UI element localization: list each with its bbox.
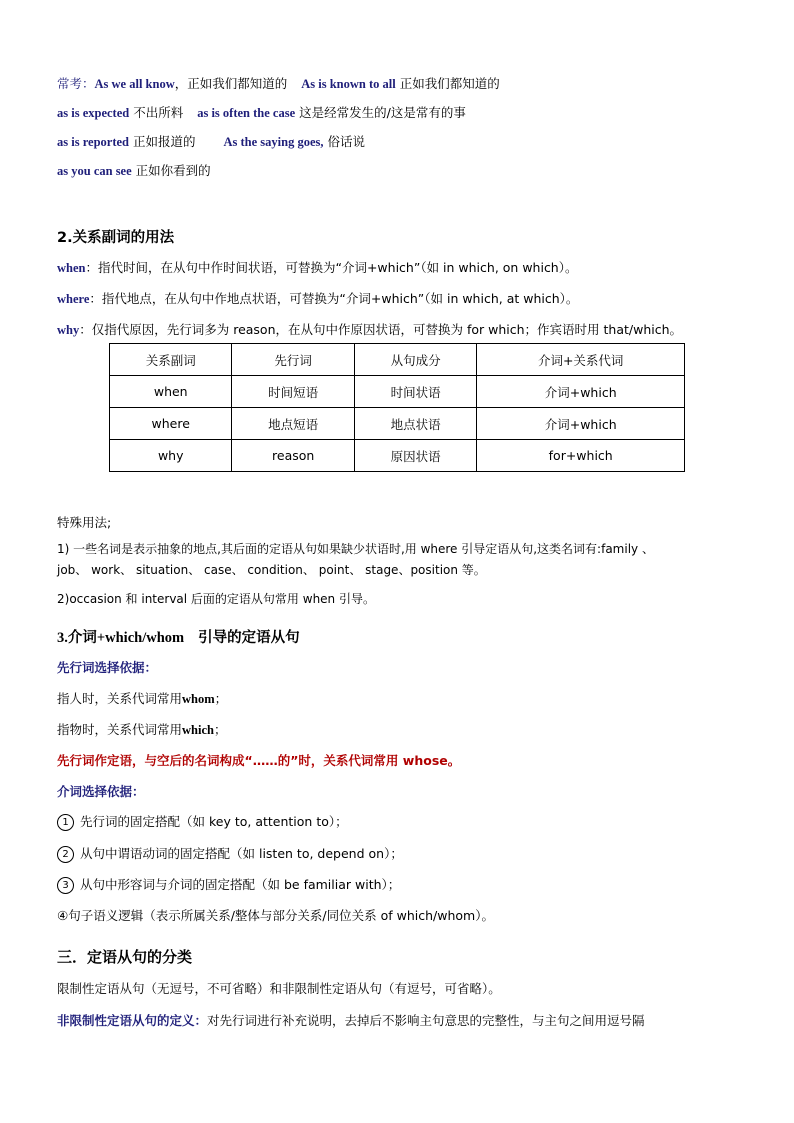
phrase-zh: 正如报道的 xyxy=(132,134,196,149)
antecedent-basis-heading: 先行词选择依据： xyxy=(57,660,158,675)
why-rule xyxy=(57,320,682,338)
person-rule xyxy=(57,689,227,707)
table-cell: why xyxy=(110,440,232,472)
person-rule-text: 指人时，关系代词常用 xyxy=(57,691,183,706)
prep-item xyxy=(57,875,400,894)
thing-rule-end: ； xyxy=(213,722,227,737)
term-why: why xyxy=(57,323,80,337)
where-rule xyxy=(57,289,578,307)
when-rule xyxy=(57,258,577,276)
phrase-zh: 俗话说 xyxy=(327,134,366,149)
circled-number: 3 xyxy=(57,877,74,894)
phrase-zh: ，正如我们都知道的 xyxy=(174,76,288,91)
phrase-en: As is known to all xyxy=(301,77,396,91)
table-cell: 介词+which xyxy=(477,408,685,440)
why-desc: ：仅指代原因，先行词多为 reason，在从句中作原因状语，可替换为 for which；作宾语时用 that/which。 xyxy=(79,322,683,337)
non-restrictive-definition xyxy=(57,1011,645,1029)
common-phrases-line-3 xyxy=(57,132,365,150)
table-header-cell: 从句成分 xyxy=(354,344,476,376)
table-cell: 时间状语 xyxy=(354,376,476,408)
keyword-whom: whom xyxy=(182,692,215,706)
section-three-title: 三．定语从句的分类 xyxy=(57,948,193,966)
table-cell: 介词+which xyxy=(477,376,685,408)
table-header-row xyxy=(110,344,685,376)
phrase-en: as is reported xyxy=(57,135,129,149)
phrase-zh: 这是经常发生的/这是常有的事 xyxy=(299,105,466,120)
phrase-en: as is often the case xyxy=(197,106,296,120)
thing-rule xyxy=(57,720,226,738)
phrase-en: as is expected xyxy=(57,106,130,120)
table-header-cell: 介词+关系代词 xyxy=(477,344,685,376)
phrase-zh: 正如我们都知道的 xyxy=(399,76,500,91)
common-phrases-line-4 xyxy=(57,161,211,179)
table-cell: reason xyxy=(232,440,354,472)
phrase-en: As the saying goes, xyxy=(223,135,324,149)
person-rule-end: ； xyxy=(214,691,228,706)
keyword-which: which xyxy=(182,723,214,737)
table-cell: where xyxy=(110,408,232,440)
table-row xyxy=(110,408,685,440)
table-cell: 地点短语 xyxy=(232,408,354,440)
table-row xyxy=(110,440,685,472)
table-header-cell: 先行词 xyxy=(232,344,354,376)
section-2-title: 2.关系副词的用法 xyxy=(57,230,175,246)
term-where: where xyxy=(57,292,90,306)
table-cell: for+which xyxy=(477,440,685,472)
phrase-zh: 不出所料 xyxy=(133,105,184,120)
prep-item-4: ④句子语义逻辑（表示所属关系/整体与部分关系/同位关系 of which/whom）。 xyxy=(57,908,494,923)
special-usage-p2: 2)occasion 和 interval 后面的定语从句常用 when 引导。 xyxy=(57,592,375,606)
relative-adverb-table xyxy=(109,343,685,472)
special-usage-p1-line2: job、 work、 situation、 case、 condition、 point、 stage、position 等。 xyxy=(57,563,486,577)
section-3-title-tail: 引导的定语从句 xyxy=(198,630,300,646)
common-label: 常考： xyxy=(57,76,95,91)
prep-item-text: 从句中形容词与介词的固定搭配（如 be familiar with）； xyxy=(80,877,401,892)
classification-line: 限制性定语从句（无逗号，不可省略）和非限制性定语从句（有逗号，可省略）。 xyxy=(57,981,501,996)
definition-label: 非限制性定语从句的定义： xyxy=(57,1013,208,1028)
special-usage-p1-line1: 1) 一些名词是表示抽象的地点,其后面的定语从句如果缺少状语时,用 where 引导定语从句,这类名词有:family 、 xyxy=(57,542,654,556)
when-desc: ：指代时间，在从句中作时间状语，可替换为“介词+which”（如 in which, on which）。 xyxy=(85,260,578,275)
prep-item-text: 从句中谓语动词的固定搭配（如 listen to, depend on）； xyxy=(80,846,403,861)
circled-number: 2 xyxy=(57,846,74,863)
prep-basis-heading: 介词选择依据： xyxy=(57,784,145,799)
section-3-title xyxy=(57,626,300,647)
table-header-cell: 关系副词 xyxy=(110,344,232,376)
prep-item-text: 先行词的固定搭配（如 key to, attention to）； xyxy=(80,814,348,829)
table-cell: 原因状语 xyxy=(354,440,476,472)
where-desc: ：指代地点，在从句中作地点状语，可替换为“介词+which”（如 in which, at which）。 xyxy=(89,291,579,306)
common-phrases-line-1 xyxy=(57,74,500,92)
table-cell: when xyxy=(110,376,232,408)
thing-rule-text: 指物时，关系代词常用 xyxy=(57,722,183,737)
prep-item xyxy=(57,844,403,863)
whose-rule: 先行词作定语，与空后的名词构成“……的”时，关系代词常用 whose。 xyxy=(57,753,461,768)
term-when: when xyxy=(57,261,86,275)
phrase-zh: 正如你看到的 xyxy=(135,163,211,178)
phrase-en: As we all know xyxy=(94,77,175,91)
common-phrases-line-2 xyxy=(57,103,466,121)
phrase-en: as you can see xyxy=(57,164,132,178)
circled-number: 1 xyxy=(57,814,74,831)
section-3-title-main: 3.介词+which/whom xyxy=(57,630,185,646)
table-cell: 地点状语 xyxy=(354,408,476,440)
definition-text: 对先行词进行补充说明，去掉后不影响主句意思的完整性，与主句之间用逗号隔 xyxy=(207,1013,645,1028)
table-row xyxy=(110,376,685,408)
prep-item xyxy=(57,812,348,831)
special-usage-title: 特殊用法; xyxy=(57,515,112,530)
table-cell: 时间短语 xyxy=(232,376,354,408)
